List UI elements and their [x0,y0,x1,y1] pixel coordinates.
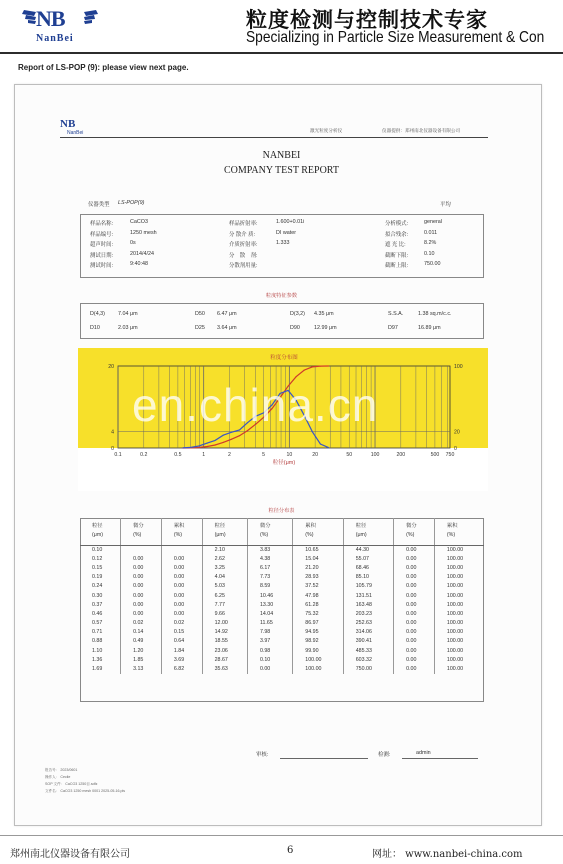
table-cell: 0.00 [161,573,202,582]
cumulative-point [239,435,240,436]
table-cell: 203.23 [343,609,393,618]
param-label: S.S.A. [388,311,404,317]
table-cell: 11.65 [247,619,292,628]
table-cell: 100.00 [293,664,343,673]
header-name: 累积 [305,523,316,530]
table-cell: 7.98 [247,628,292,637]
table-header-cell [293,518,343,545]
param-label: D97 [388,325,398,331]
x-tick-label: 750 [445,452,455,458]
table-cell: 100.00 [434,628,484,637]
y-left-tick-label: 20 [108,364,114,370]
header-unit: (%) [406,532,415,539]
table-cell: 1.10 [92,647,103,654]
table-cell: 163.48 [343,600,393,609]
table-cell: 100.00 [293,655,343,664]
footer-page-number: 6 [287,845,294,856]
param-value: 3.64 μm [217,325,237,331]
table-cell: 21.20 [293,563,343,572]
table-cell: 0.24 [92,583,103,590]
table-cell: 0.00 [161,563,202,572]
header-name: 微分 [406,523,417,530]
info-value: 8.2% [424,240,437,246]
header-unit: (%) [133,532,142,539]
param-value: 7.04 μm [118,311,138,317]
table-cell: 0.14 [121,628,162,637]
table-cell: 100.00 [434,609,484,618]
info-value: 0s [130,240,136,246]
header-name: 累积 [173,523,185,530]
table-cell: 28.93 [293,573,343,582]
table-cell: 2.62 [202,554,247,563]
table-row [80,628,484,637]
table-cell: 0.00 [394,628,435,637]
header-name: 累积 [446,523,458,530]
table-cell: 0.88 [92,638,103,645]
params-title: 粒度特征参数 [265,293,298,299]
foot-line-4: 文件名： CaCO3 1250 mesh 0001 2025-05-16.pls [45,789,126,793]
table-cell: 6.17 [247,563,292,572]
table-row [80,609,484,618]
page-marker: 平均 [440,202,451,208]
table-cell: 0.00 [121,591,162,600]
table-cell: 0.00 [121,563,162,572]
foot-line-2: 操作人： Cecile [45,775,71,779]
table-cell: 75.32 [293,609,343,618]
cumulative-point [320,365,321,366]
table-cell: 0.00 [394,591,435,600]
info-value: 2014/4/24 [130,250,154,257]
table-cell: 0.00 [121,582,162,591]
test-line [402,758,478,759]
x-tick-label: 0.2 [140,452,148,458]
table-row [80,582,484,591]
param-label: D(4,3) [90,311,105,317]
header-name: 粒径 [355,523,367,530]
table-cell: 47.98 [293,591,343,600]
table-cell: 131.51 [343,591,393,600]
info-value: 1250 mesh [130,229,157,236]
table-row [80,664,484,673]
table-row [80,545,484,554]
table-cell: 750.00 [343,664,393,673]
param-label: D10 [90,325,100,331]
info-value: 1.600+0.01i [276,219,305,225]
table-cell: 55.07 [343,554,393,563]
info-label: 截断上限: [385,263,409,269]
table-row [80,600,484,609]
cumulative-point [304,370,305,371]
table-cell: 9.66 [202,609,247,618]
table-cell: 100.00 [434,619,484,628]
params-box [80,303,484,339]
y-right-tick-label: 0 [454,446,457,452]
watermark: en.china.cn [132,379,379,431]
header-name: 微分 [259,523,271,530]
param-value: 1.38 sq.m/c.c. [418,311,452,317]
cumulative-point [231,439,232,440]
y-left-tick-label: 0 [111,446,114,452]
info-label: 测试时间: [90,263,114,269]
table-cell: 0.00 [394,664,435,673]
test-value: admin [416,750,431,756]
table-cell: 3.25 [202,563,247,572]
x-tick-label: 50 [346,452,353,458]
chart-title: 粒度分布图 [270,355,298,361]
param-label: D25 [195,325,205,331]
chart-xlabel: 粒径(μm) [272,460,296,466]
table-cell: 0.00 [394,600,435,609]
table-cell: 603.32 [343,655,393,664]
table-cell: 1.69 [92,666,103,673]
table-cell: 13.30 [247,600,292,609]
differential-point [223,435,224,436]
table-cell: 0.00 [394,646,435,655]
table-cell: 15.04 [293,554,343,563]
table-cell: 100.00 [434,646,484,655]
footer-url[interactable]: 网址： www.nanbei-china.com [372,849,523,860]
header-name: 粒径 [214,523,226,530]
footer-divider [0,835,563,836]
info-label: 测试日期: [90,252,114,259]
table-cell: 0.19 [92,574,103,581]
table-cell: 100.00 [434,664,484,673]
table-cell: 0.00 [394,573,435,582]
table-cell [161,545,202,554]
header-unit: (μm) [214,532,226,539]
table-cell: 0.37 [92,601,103,608]
table-cell: 0.98 [247,646,292,655]
table-cell: 0.30 [92,592,103,599]
table-header-cell [121,518,162,545]
table-cell: 0.00 [161,591,202,600]
info-label: 分 散介 质: [229,231,256,238]
info-value: 0.011 [424,229,438,236]
table-cell: 3.83 [247,545,292,554]
cumulative-point [215,444,216,445]
info-value: 9:40:48 [130,261,148,267]
site-header [0,0,563,50]
table-row [80,591,484,600]
table-cell: 100.00 [434,545,484,554]
report-caption: Report of LS-POP (9): please view next page. [18,63,189,72]
table-header-cell [343,518,393,545]
param-value: 2.03 μm [118,325,138,331]
table-cell: 94.95 [293,628,343,637]
table-cell: 3.13 [121,664,162,673]
y-right-tick-label: 100 [454,364,463,370]
table-cell: 2.10 [202,545,247,554]
report-subtitle: COMPANY TEST REPORT [224,165,339,176]
table-cell: 4.38 [247,554,292,563]
table-cell: 100.00 [434,637,484,646]
header-unit: (μm) [92,532,103,539]
table-cell: 0.02 [161,619,202,628]
table-header-cell [202,518,247,545]
table-cell: 8.59 [247,582,292,591]
table-cell: 0.71 [92,629,103,636]
info-label: 样品折射率: [229,221,258,227]
table-cell: 100.00 [434,582,484,591]
info-label: 介质折射率: [229,242,258,248]
table-cell: 0.46 [92,610,103,617]
header-unit: (%) [305,532,314,539]
table-cell: 0.00 [394,609,435,618]
differential-point [190,447,191,448]
table-cell: 105.79 [343,582,393,591]
table-cell: 0.00 [161,600,202,609]
differential-point [320,443,321,444]
header-unit: (%) [259,532,269,539]
table-cell: 7.73 [247,573,292,582]
table-row [80,646,484,655]
info-label: 样品名称: [90,221,114,227]
table-cell: 0.10 [247,655,292,664]
report-logo-sub: NanBei [67,130,84,136]
nanbei-logo [22,6,102,48]
logo-mark: NB [36,6,65,31]
table-cell: 1.20 [121,646,162,655]
info-label: 样品编号: [90,231,114,238]
x-tick-label: 500 [430,452,440,458]
x-tick-label: 1 [202,452,206,458]
y-right-tick-label: 20 [454,429,460,436]
test-label: 检测: [378,752,391,758]
cumulative-point [198,447,199,448]
table-cell: 1.36 [92,656,103,663]
table-cell: 6.82 [161,664,202,673]
table-cell: 6.25 [202,591,247,600]
param-label: D50 [195,311,205,317]
param-label: D90 [290,325,300,331]
x-tick-label: 2 [228,452,231,458]
table-cell: 0.00 [394,582,435,591]
table-cell: 14.92 [202,628,247,637]
x-tick-label: 0.5 [174,452,182,458]
table-row [80,563,484,572]
table-cell: 100.00 [434,600,484,609]
table-cell: 0.64 [161,637,202,646]
report-title: NANBEI [262,150,301,161]
info-value: 750.00 [424,261,441,267]
instrument-label: 仪器类型 [88,202,110,208]
y-left-tick-label: 4 [111,429,114,436]
table-header-cell [161,518,202,545]
differential-point [215,440,216,441]
foot-line-1: 报告号： 2023/0601 [45,768,78,772]
report-header-rule [60,137,488,138]
table-cell: 0.12 [92,555,103,562]
table-cell: 314.06 [343,628,393,637]
param-value: 4.35 μm [314,311,334,317]
cumulative-point [312,366,313,367]
foot-line-3: SOP 文件： CaCO3 1250目.sdfz [45,782,98,786]
differential-point [328,447,329,448]
header-name: 粒径 [92,523,103,530]
info-value: general [424,219,442,225]
table-cell: 100.00 [434,563,484,572]
table-cell: 100.00 [434,655,484,664]
info-label: 分析模式: [385,221,409,227]
cumulative-point [223,442,224,443]
cumulative-point [207,446,208,447]
info-label: 分 散 剂: [229,252,258,259]
table-cell [121,545,162,554]
table-cell: 35.63 [202,664,247,673]
table-cell: 390.41 [343,637,393,646]
table-cell: 0.00 [121,573,162,582]
cumulative-point [328,365,329,366]
table-cell: 0.00 [394,655,435,664]
differential-point [207,442,208,443]
table-cell: 0.02 [121,619,162,628]
table-cell: 0.00 [394,545,435,554]
x-tick-label: 20 [312,452,319,458]
table-cell: 1.85 [121,655,162,664]
report-header-instrument: 激光粒度分析仪 [310,128,343,133]
table-cell: 44.30 [343,545,393,554]
table-row [80,619,484,628]
table-cell: 1.84 [161,646,202,655]
review-line [280,758,368,759]
footer-company: 郑州南北仪器设备有限公司 [10,849,130,860]
table-cell: 98.92 [293,637,343,646]
table-cell: 100.00 [434,573,484,582]
info-value: CaCO3 [130,219,148,225]
table-header-cell [247,518,292,545]
header-unit: (%) [173,532,183,539]
info-label: 拟合残余: [385,231,409,238]
table-cell: 100.00 [434,554,484,563]
table-header-cell [80,518,121,545]
table-header-cell [434,518,484,545]
table-cell: 18.55 [202,637,247,646]
table-cell: 0.00 [161,609,202,618]
table-cell: 68.46 [343,563,393,572]
header-unit: (%) [446,532,456,539]
table-cell: 12.00 [202,619,247,628]
table-cell: 0.15 [92,564,103,571]
wing-left-icon [22,10,36,24]
review-label: 审核: [256,752,269,758]
table-cell: 85.10 [343,573,393,582]
table-row [80,554,484,563]
table-cell: 10.46 [247,591,292,600]
param-value: 6.47 μm [217,311,237,317]
table-header-row [80,518,484,545]
report-logo: NB [60,118,76,130]
header-divider [0,52,563,54]
table-cell: 0.00 [394,563,435,572]
table-cell: 37.52 [293,582,343,591]
param-value: 16.89 μm [418,325,441,331]
table-cell: 0.00 [247,664,292,673]
table-cell: 28.67 [202,655,247,664]
table-cell: 3.69 [161,655,202,664]
table-cell: 0.00 [161,582,202,591]
wing-right-icon [84,10,98,24]
info-label: 截断下限: [385,252,409,259]
table-row [80,637,484,646]
header-name: 微分 [133,523,144,530]
x-tick-label: 0.1 [114,452,122,458]
info-value: DI water [276,229,297,236]
param-label: D(3,2) [290,311,305,317]
table-cell: 3.97 [247,637,292,646]
table-cell: 0.00 [161,554,202,563]
table-cell: 61.28 [293,600,343,609]
table-cell: 10.65 [293,545,343,554]
report-header-provider: 仪器提供：郑州南北仪器设备有限公司 [382,128,461,133]
table-cell: 252.63 [343,619,393,628]
info-value: 0.10 [424,250,435,257]
info-label: 遮 光 比: [385,242,406,248]
table-cell: 5.03 [202,582,247,591]
x-tick-label: 5 [262,452,266,458]
table-cell: 0.15 [161,628,202,637]
info-label: 超声时间: [90,242,114,248]
table-cell: 99.90 [293,646,343,655]
table-cell: 0.57 [92,620,103,627]
distribution-table [80,518,484,674]
param-value: 12.99 μm [314,325,337,331]
instrument-value: LS-POP(9) [118,200,145,206]
table-header-cell [394,518,435,545]
table-cell: 0.00 [394,554,435,563]
x-tick-label: 100 [370,452,380,458]
table-cell: 0.10 [92,546,103,553]
table-cell: 485.33 [343,646,393,655]
info-label: 分散剂用量: [229,263,258,269]
header-unit: (μm) [355,532,367,539]
table-cell: 0.00 [394,637,435,646]
differential-point [182,447,183,448]
logo-subtext: NanBei [36,33,74,44]
table-cell: 0.00 [121,554,162,563]
table-cell: 14.04 [247,609,292,618]
table-cell: 0.00 [121,609,162,618]
table-cell: 0.00 [121,600,162,609]
tagline-english: Specializing in Particle Size Measurement & Con [246,29,545,46]
table-row [80,573,484,582]
table-cell: 4.04 [202,573,247,582]
differential-point [198,445,199,446]
table-cell: 7.77 [202,600,247,609]
x-tick-label: 10 [286,452,293,458]
table-title: 粒径分布表 [268,508,295,514]
table-row [80,655,484,664]
table-cell: 0.49 [121,637,162,646]
table-cell: 0.00 [394,619,435,628]
table-cell: 86.97 [293,619,343,628]
tagline-chinese: 粒度检测与控制技术专家 [246,7,488,32]
table-cell: 23.06 [202,646,247,655]
x-tick-label: 200 [396,452,406,458]
info-value: 1.333 [276,240,290,246]
table-cell: 100.00 [434,591,484,600]
